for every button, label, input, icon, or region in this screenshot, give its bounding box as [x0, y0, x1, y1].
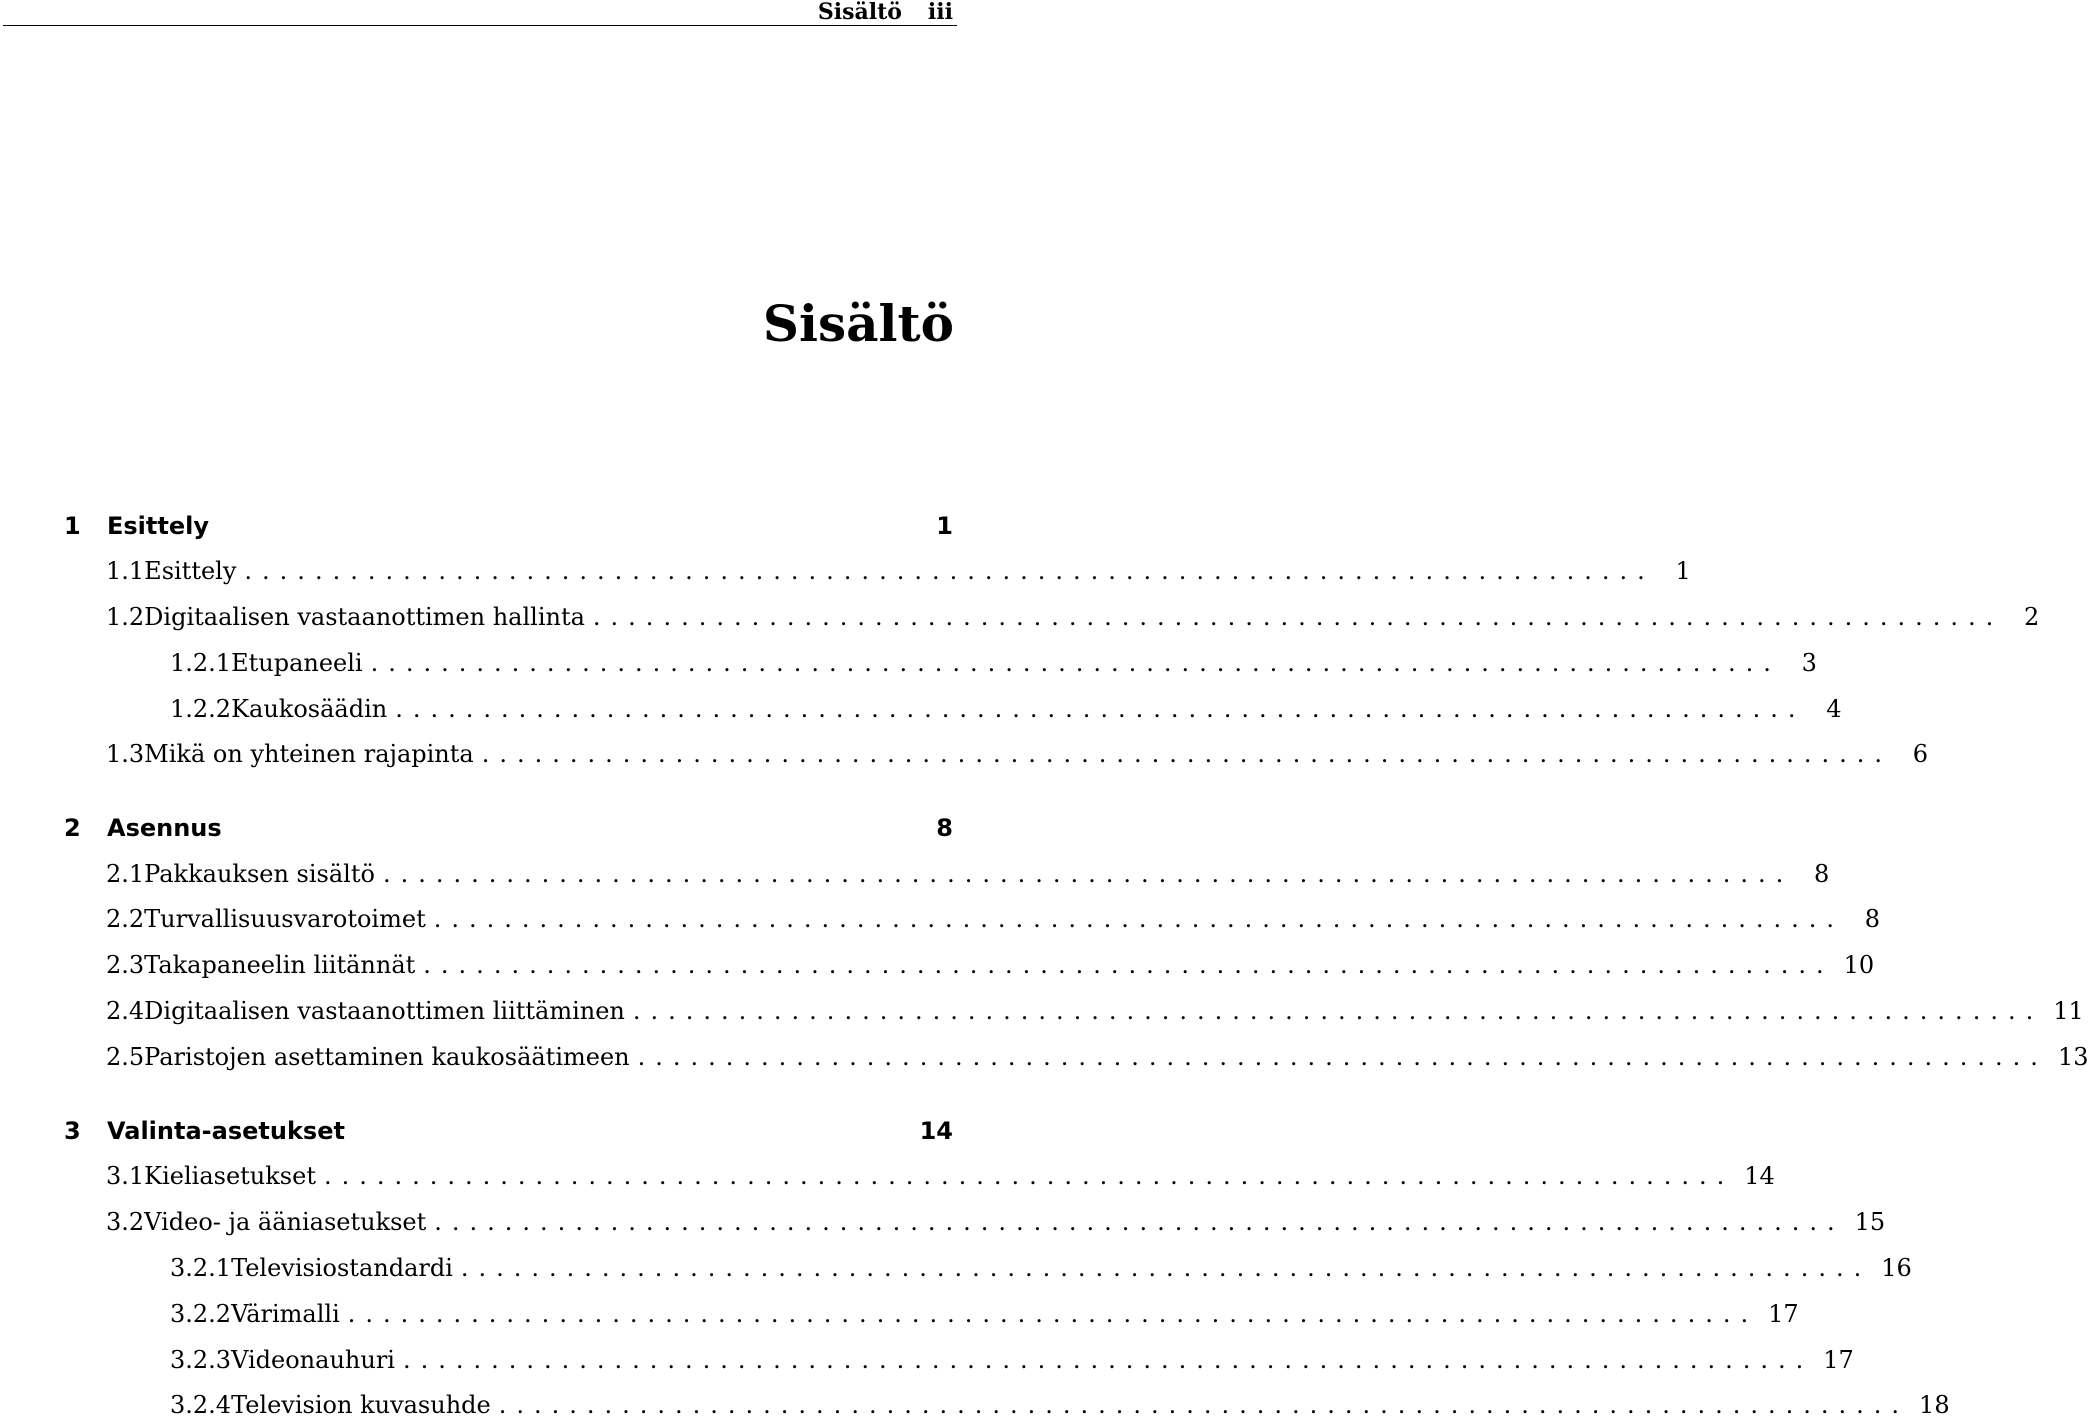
toc-entry-page-number: 10	[1843, 951, 1875, 979]
toc-chapter-entry[interactable]	[0, 506, 953, 546]
toc-entry[interactable]	[0, 1248, 1912, 1288]
toc-dot-leader: ................................................................................	[395, 695, 1806, 723]
toc-entry-title: Pakkauksen sisältö	[144, 860, 375, 888]
toc-entry-page-number: 13	[2057, 1043, 2088, 1071]
toc-entry-number: 1.2.2	[170, 695, 232, 723]
toc-entry-page-number: 16	[1881, 1254, 1912, 1282]
toc-dot-leader: ................................................................................	[481, 740, 1893, 768]
toc-entry[interactable]	[0, 1202, 1886, 1242]
toc-entry[interactable]	[0, 1294, 1799, 1334]
toc-entry[interactable]	[0, 689, 1842, 729]
toc-entry[interactable]	[0, 854, 1830, 894]
toc-entry-title: Värimalli	[231, 1300, 340, 1328]
toc-entry-title: Asennus	[107, 814, 222, 842]
toc-entry[interactable]	[0, 597, 2040, 637]
toc-dot-leader: ................................................................................	[632, 997, 2044, 1025]
toc-dot-leader: ................................................................................	[347, 1300, 1759, 1328]
toc-entry[interactable]	[0, 734, 1929, 774]
toc-entry-page-number: 3	[1801, 649, 1817, 677]
toc-entry-number: 3	[64, 1117, 81, 1145]
toc-entry-number: 2	[64, 814, 81, 842]
toc-entry-page-number: 4	[1826, 695, 1842, 723]
toc-entry-number: 2.3	[106, 951, 145, 979]
toc-entry[interactable]	[0, 1385, 1950, 1425]
toc-entry-title: Televisiostandardi	[231, 1254, 453, 1282]
toc-entry-page-number: 8	[1813, 860, 1830, 888]
toc-entry-page-number: 17	[1823, 1346, 1854, 1374]
toc-entry[interactable]	[0, 991, 2084, 1031]
toc-entry-number: 1.2	[106, 603, 145, 631]
running-header-title: Sisältö	[817, 0, 902, 25]
toc-entry-number: 3.2.2	[170, 1300, 232, 1328]
toc-entry-number: 3.2.3	[170, 1346, 232, 1374]
running-header-page-number: iii	[927, 0, 953, 25]
toc-dot-leader: ................................................................................	[434, 1208, 1845, 1236]
toc-entry[interactable]	[0, 899, 1881, 939]
toc-entry-title: Turvallisuusvarotoimet	[144, 905, 426, 933]
toc-entry-page-number: 1	[936, 512, 953, 540]
toc-entry-page-number: 14	[919, 1117, 953, 1145]
toc-entry-number: 3.1	[106, 1162, 145, 1190]
toc-dot-leader: ................................................................................	[323, 1162, 1735, 1190]
toc-entry-title: Kaukosäädin	[231, 695, 388, 723]
toc-dot-leader: ................................................................................	[592, 603, 2004, 631]
toc-dot-leader: ................................................................................	[460, 1254, 1872, 1282]
toc-entry[interactable]	[0, 1037, 2088, 1077]
toc-entry[interactable]	[0, 643, 1817, 683]
toc-dot-leader: ................................................................................	[433, 905, 1845, 933]
toc-entry[interactable]	[0, 551, 1691, 591]
toc-entry[interactable]	[0, 945, 1875, 985]
toc-chapter-entry[interactable]	[0, 808, 953, 848]
toc-entry-page-number: 11	[2053, 997, 2084, 1025]
toc-entry-title: Digitaalisen vastaanottimen hallinta	[144, 603, 585, 631]
toc-entry-page-number: 18	[1919, 1391, 1950, 1419]
toc-entry-number: 1.3	[106, 740, 145, 768]
toc-entry-number: 2.1	[106, 860, 145, 888]
toc-entry-number: 3.2	[106, 1208, 145, 1236]
toc-dot-leader: ................................................................................	[402, 1346, 1814, 1374]
toc-dot-leader: ................................................................................	[370, 649, 1781, 677]
toc-entry-page-number: 2	[2023, 603, 2040, 631]
toc-entry-number: 3.2.4	[170, 1391, 232, 1419]
toc-chapter-entry[interactable]	[0, 1111, 953, 1151]
toc-entry-page-number: 1	[1675, 557, 1691, 585]
toc-entry-title: Takapaneelin liitännät	[144, 951, 416, 979]
toc-dot-leader: ................................................................................	[423, 951, 1834, 979]
toc-entry-number: 2.2	[106, 905, 145, 933]
toc-entry-title: Videonauhuri	[231, 1346, 395, 1374]
toc-heading: Sisältö	[762, 294, 954, 353]
toc-entry-title: Digitaalisen vastaanottimen liittäminen	[144, 997, 625, 1025]
toc-entry-number: 1	[64, 512, 81, 540]
toc-entry-number: 2.5	[106, 1043, 145, 1071]
toc-entry-page-number: 8	[936, 814, 953, 842]
toc-dot-leader: ................................................................................	[382, 860, 1794, 888]
toc-entry[interactable]	[0, 1340, 1854, 1380]
toc-entry[interactable]	[0, 1156, 1775, 1196]
toc-entry-title: Esittely	[107, 512, 209, 540]
running-header	[818, 0, 953, 24]
toc-entry-title: Etupaneeli	[231, 649, 363, 677]
toc-dot-leader: ................................................................................	[498, 1391, 1910, 1419]
toc-entry-page-number: 8	[1864, 905, 1881, 933]
toc-dot-leader: ................................................................................	[244, 557, 1655, 585]
toc-entry-number: 1.1	[106, 557, 145, 585]
toc-entry-title: Kieliasetukset	[144, 1162, 316, 1190]
toc-entry-page-number: 14	[1744, 1162, 1775, 1190]
toc-entry-number: 2.4	[106, 997, 145, 1025]
toc-entry-page-number: 17	[1768, 1300, 1799, 1328]
toc-entry-title: Valinta-asetukset	[107, 1117, 345, 1145]
toc-entry-page-number: 15	[1854, 1208, 1886, 1236]
toc-entry-title: Television kuvasuhde	[231, 1391, 491, 1419]
toc-entry-title: Mikä on yhteinen rajapinta	[144, 740, 474, 768]
toc-entry-title: Video- ja ääniasetukset	[144, 1208, 427, 1236]
header-rule	[3, 25, 957, 26]
toc-entry-number: 3.2.1	[170, 1254, 232, 1282]
toc-entry-title: Paristojen asettaminen kaukosäätimeen	[144, 1043, 630, 1071]
toc-entry-title: Esittely	[144, 557, 237, 585]
toc-entry-page-number: 6	[1912, 740, 1929, 768]
toc-dot-leader: ................................................................................	[637, 1043, 2048, 1071]
toc-entry-number: 1.2.1	[170, 649, 232, 677]
